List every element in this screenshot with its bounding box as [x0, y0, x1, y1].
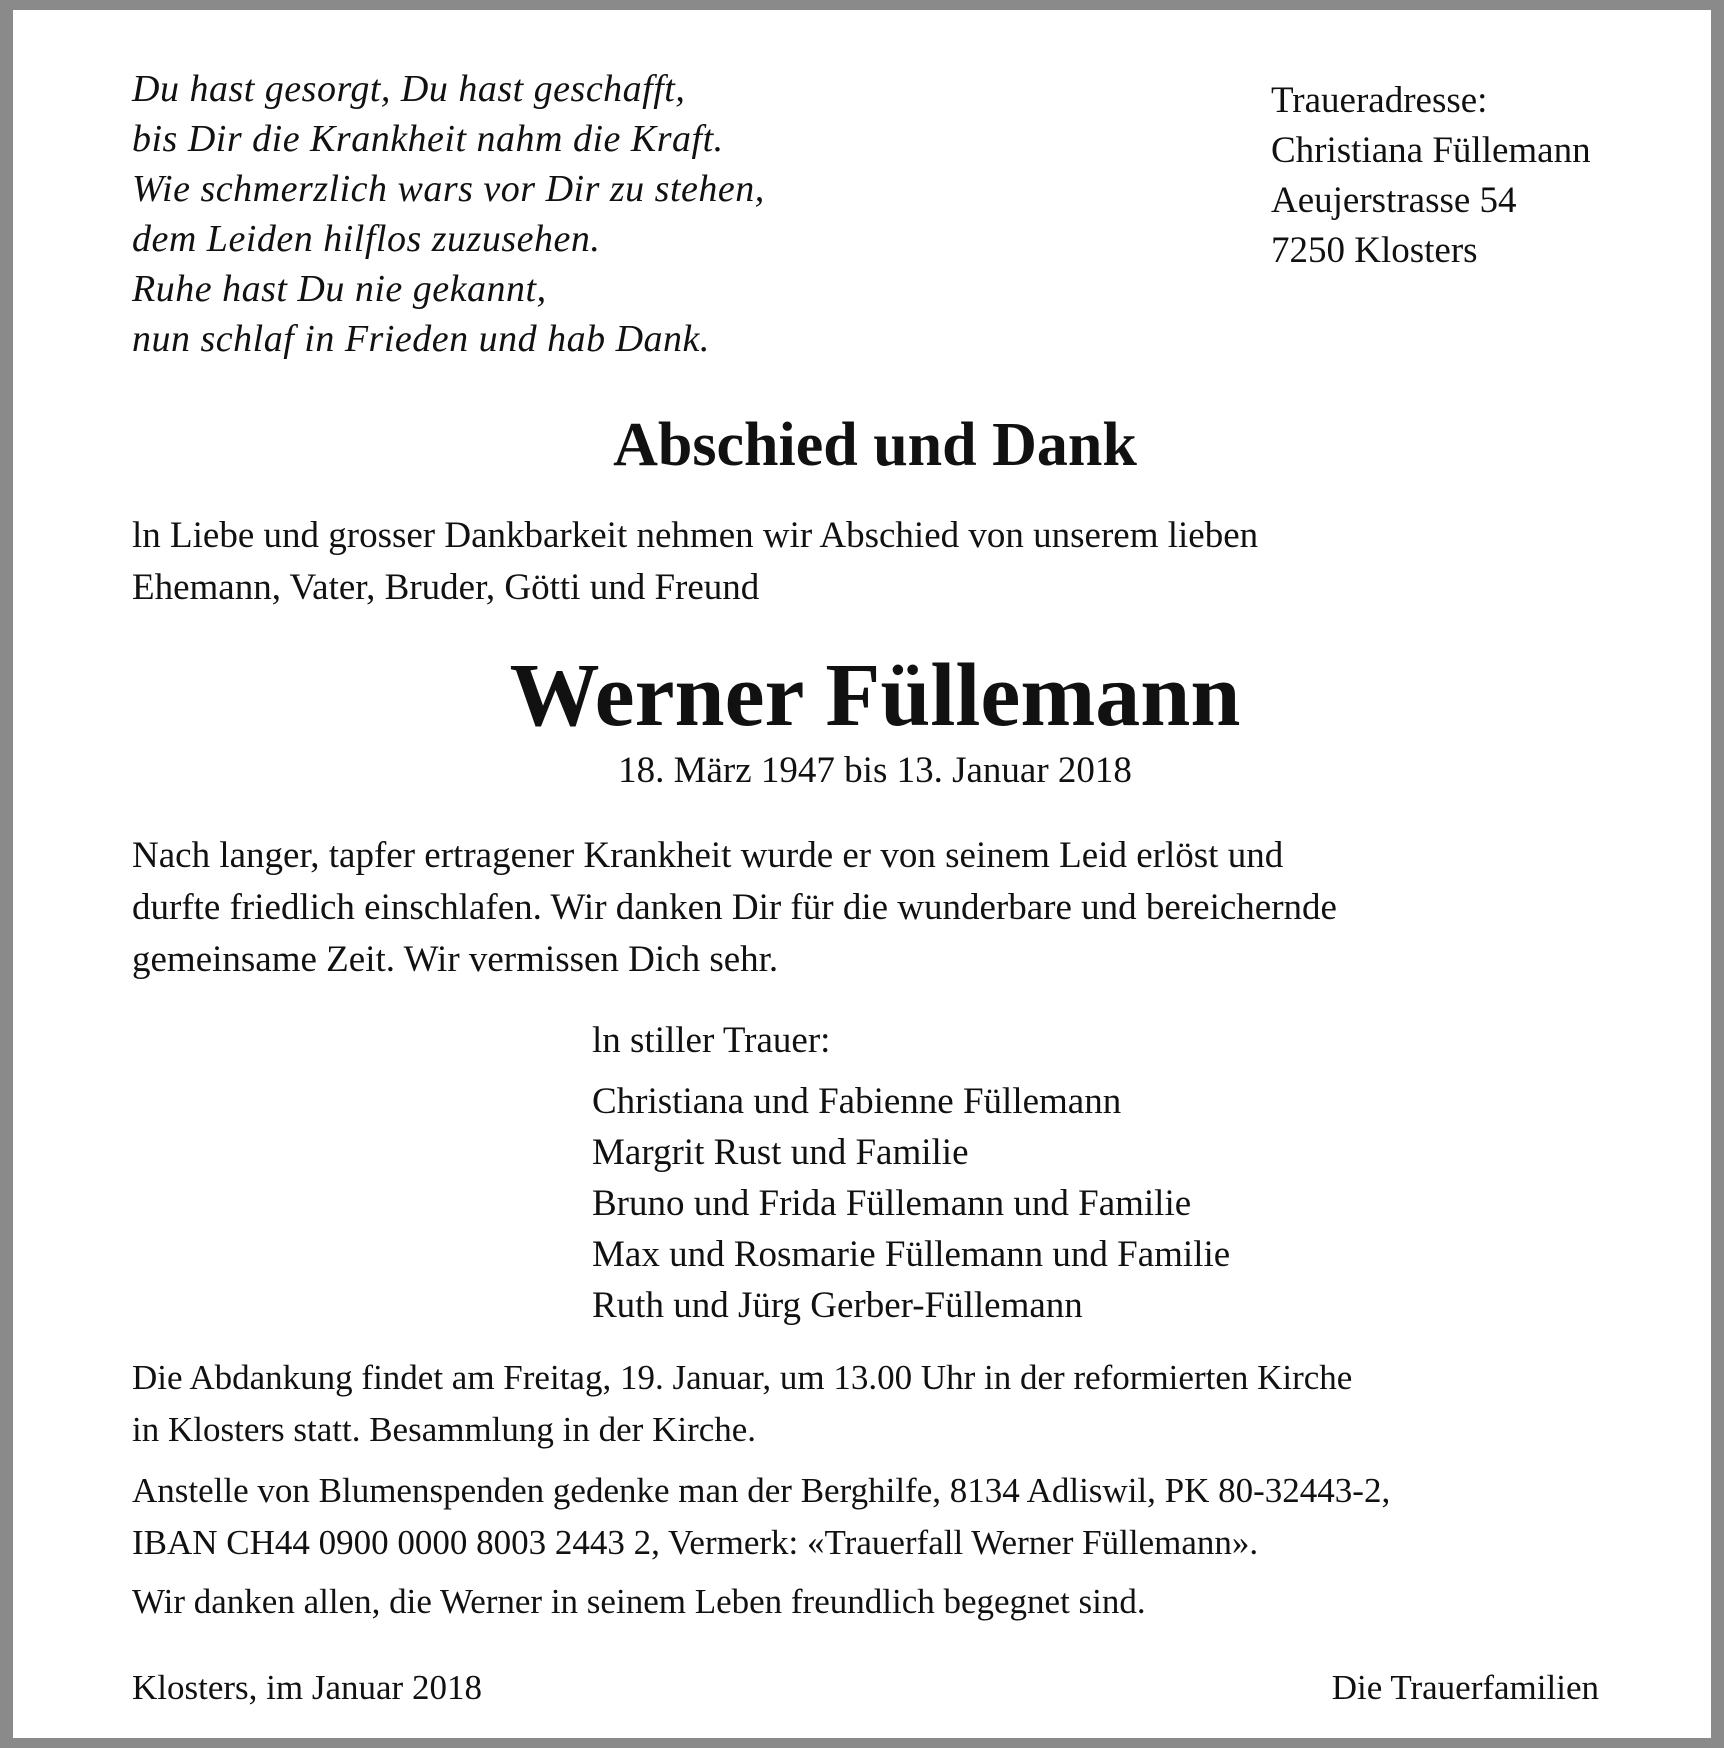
farewell-message — [132, 830, 1337, 986]
donation-line: Anstelle von Blumenspenden gedenke man der Berghilfe, 8134 Adliswil, PK 80-32443-2, — [132, 1471, 1391, 1510]
poem-line: bis Dir die Krankheit nahm die Kraft. — [132, 118, 724, 160]
donation-info — [132, 1465, 1390, 1569]
poem-line: Wie schmerzlich wars vor Dir zu stehen, — [132, 168, 765, 210]
signature: Die Trauerfamilien — [1331, 1668, 1599, 1707]
mourner-entry: Margrit Rust und Familie — [592, 1132, 969, 1173]
address-street: Aeujerstrasse 54 — [1271, 180, 1517, 221]
poem-line: nun schlaf in Frieden und hab Dank. — [132, 318, 710, 360]
poem-line: dem Leiden hilflos zuzusehen. — [132, 218, 601, 260]
service-line: Die Abdankung findet am Freitag, 19. Januar, um 13.00 Uhr in der reformierten Kirche — [132, 1358, 1353, 1397]
mourning-address — [1271, 76, 1591, 276]
intro-line: Ehemann, Vater, Bruder, Götti und Freund — [132, 567, 760, 608]
intro-text — [132, 510, 1258, 614]
mourner-entry: Bruno und Frida Füllemann und Familie — [592, 1183, 1192, 1224]
donation-line: IBAN CH44 0900 0000 8003 2443 2, Vermerk: «Trauerfall Werner Füllemann». — [132, 1523, 1259, 1562]
life-dates: 18. März 1947 bis 13. Januar 2018 — [618, 750, 1132, 791]
message-line: Nach langer, tapfer ertragener Krankheit wurde er von seinem Leid erlöst und — [132, 835, 1284, 876]
service-line: in Klosters statt. Besammlung in der Kirche. — [132, 1410, 757, 1449]
address-city: 7250 Klosters — [1271, 230, 1478, 271]
notice-heading: Abschied und Dank — [613, 411, 1137, 479]
mourner-entry: Max und Rosmarie Füllemann und Familie — [592, 1234, 1231, 1275]
mourners-list — [592, 1076, 1230, 1331]
place-and-date: Klosters, im Januar 2018 — [132, 1668, 482, 1707]
intro-line: ln Liebe und grosser Dankbarkeit nehmen wir Abschied von unserem lieben — [132, 515, 1259, 556]
memorial-poem — [132, 64, 765, 364]
mourners-label: ln stiller Trauer: — [592, 1020, 831, 1061]
address-name: Christiana Füllemann — [1271, 130, 1591, 171]
poem-line: Du hast gesorgt, Du hast geschafft, — [132, 68, 686, 110]
mourner-entry: Christiana und Fabienne Füllemann — [592, 1081, 1122, 1122]
message-line: gemeinsame Zeit. Wir vermissen Dich sehr. — [132, 939, 779, 980]
deceased-name: Werner Füllemann — [509, 646, 1241, 745]
service-info — [132, 1352, 1352, 1456]
poem-line: Ruhe hast Du nie gekannt, — [132, 268, 547, 310]
message-line: durfte friedlich einschlafen. Wir danken Dir für die wunderbare und bereichernde — [132, 887, 1337, 928]
closing-thanks: Wir danken allen, die Werner in seinem Leben freundlich begegnet sind. — [132, 1582, 1146, 1621]
mourner-entry: Ruth und Jürg Gerber-Füllemann — [592, 1285, 1083, 1326]
address-label: Traueradresse: — [1271, 80, 1488, 121]
